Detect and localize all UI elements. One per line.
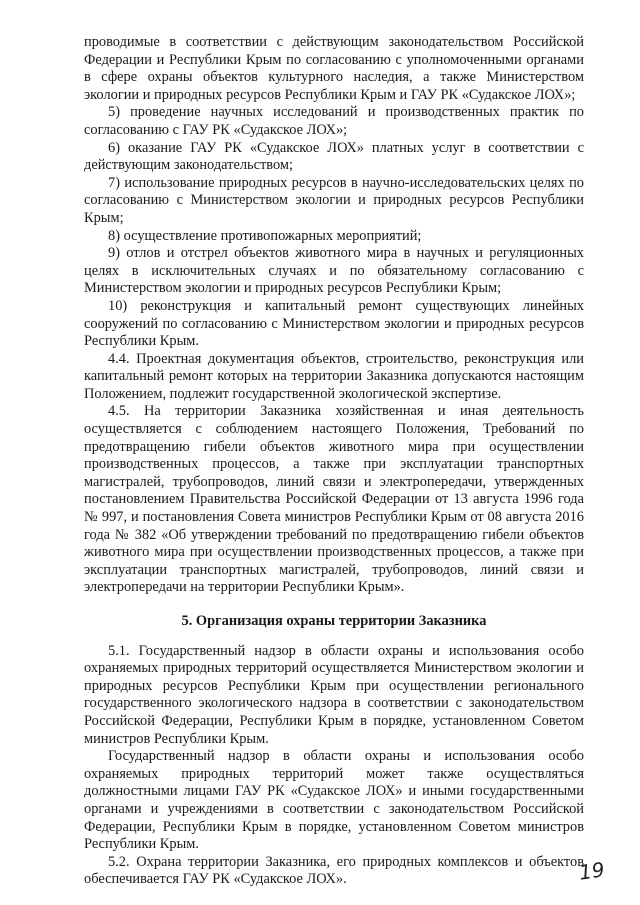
page-number: 19	[577, 857, 606, 885]
paragraph-item-6: 6) оказание ГАУ РК «Судакское ЛОХ» платных услуг в соответствии с действующим законодательством;	[84, 139, 584, 174]
paragraph-5-1: 5.1. Государственный надзор в области охраны и использования особо охраняемых природных территорий осуществляется Министерством экологии и природных ресурсов Республики Крым при осуществлении регионального государственного экологического надзора в соответствии с законодательством Российской Федерации, Республики Крым в порядке, установленном Советом министров Республики Крым.	[84, 642, 584, 747]
paragraph-5-2: 5.2. Охрана территории Заказника, его природных комплексов и объектов обеспечивается ГАУ РК «Судакское ЛОХ».	[84, 853, 584, 888]
paragraph-item-8: 8) осуществление противопожарных мероприятий;	[108, 227, 422, 244]
paragraph-item-7: 7) использование природных ресурсов в научно-исследовательских целях по согласованию с Министерством экологии и природных ресурсов Республики Крым;	[84, 174, 584, 226]
paragraph-item-9: 9) отлов и отстрел объектов животного мира в научных и регуляционных целях в исключительных случаях и по обязательному согласованию с Министерством экологии и природных ресурсов Республики Крым;	[84, 245, 584, 297]
section-heading: 5. Организация охраны территории Заказника	[181, 613, 487, 629]
paragraph-4-5: 4.5. На территории Заказника хозяйственная и иная деятельность осуществляется с соблюдением настоящего Положения, Требований по предотвращению гибели объектов животного мира при осуществлении производственных процессов, а также при эксплуатации транспортных магистралей, трубопроводов, линий связи и электропередачи, утвержденных постановлением Правительства Российской Федерации от 13 августа 1996 года № 997, и постановления Совета министров Республики Крым от 08 августа 2016 года № 382 «Об утверждении требований по предотвращению гибели объектов животного мира при осуществлении производственных процессов, а также при эксплуатации транспортных магистралей, трубопроводов, линий связи и электропередачи на территории Республики Крым».	[84, 403, 584, 596]
paragraph-state-supervision: Государственный надзор в области охраны и использования особо охраняемых природных территорий может также осуществляться должностными лицами ГАУ РК «Судакское ЛОХ» и иными государственными органами и учреждениями в соответствии с законодательством Российской Федерации, Республики Крым в порядке, установленном Советом министров Республики Крым.	[84, 748, 584, 853]
paragraph-4-4: 4.4. Проектная документация объектов, строительство, реконструкция или капитальный ремонт которых на территории Заказника допускаются настоящим Положением, подлежит государственной экологической экспертизе.	[84, 350, 584, 402]
paragraph-item-10: 10) реконструкция и капитальный ремонт существующих линейных сооружений по согласованию с Министерством экологии и природных ресурсов Республики Крым.	[84, 297, 584, 350]
paragraph-item-5: 5) проведение научных исследований и производственных практик по согласованию с ГАУ РК «Судакское ЛОХ»;	[84, 104, 584, 138]
paragraph-continuation: проводимые в соответствии с действующим законодательством Российской Федерации и Республики Крым по согласованию с уполномоченными органами в сфере охраны объектов культурного наследия, а также Министерством экологии и природных ресурсов Республики Крым и ГАУ РК «Судакское ЛОХ»;	[84, 34, 584, 103]
